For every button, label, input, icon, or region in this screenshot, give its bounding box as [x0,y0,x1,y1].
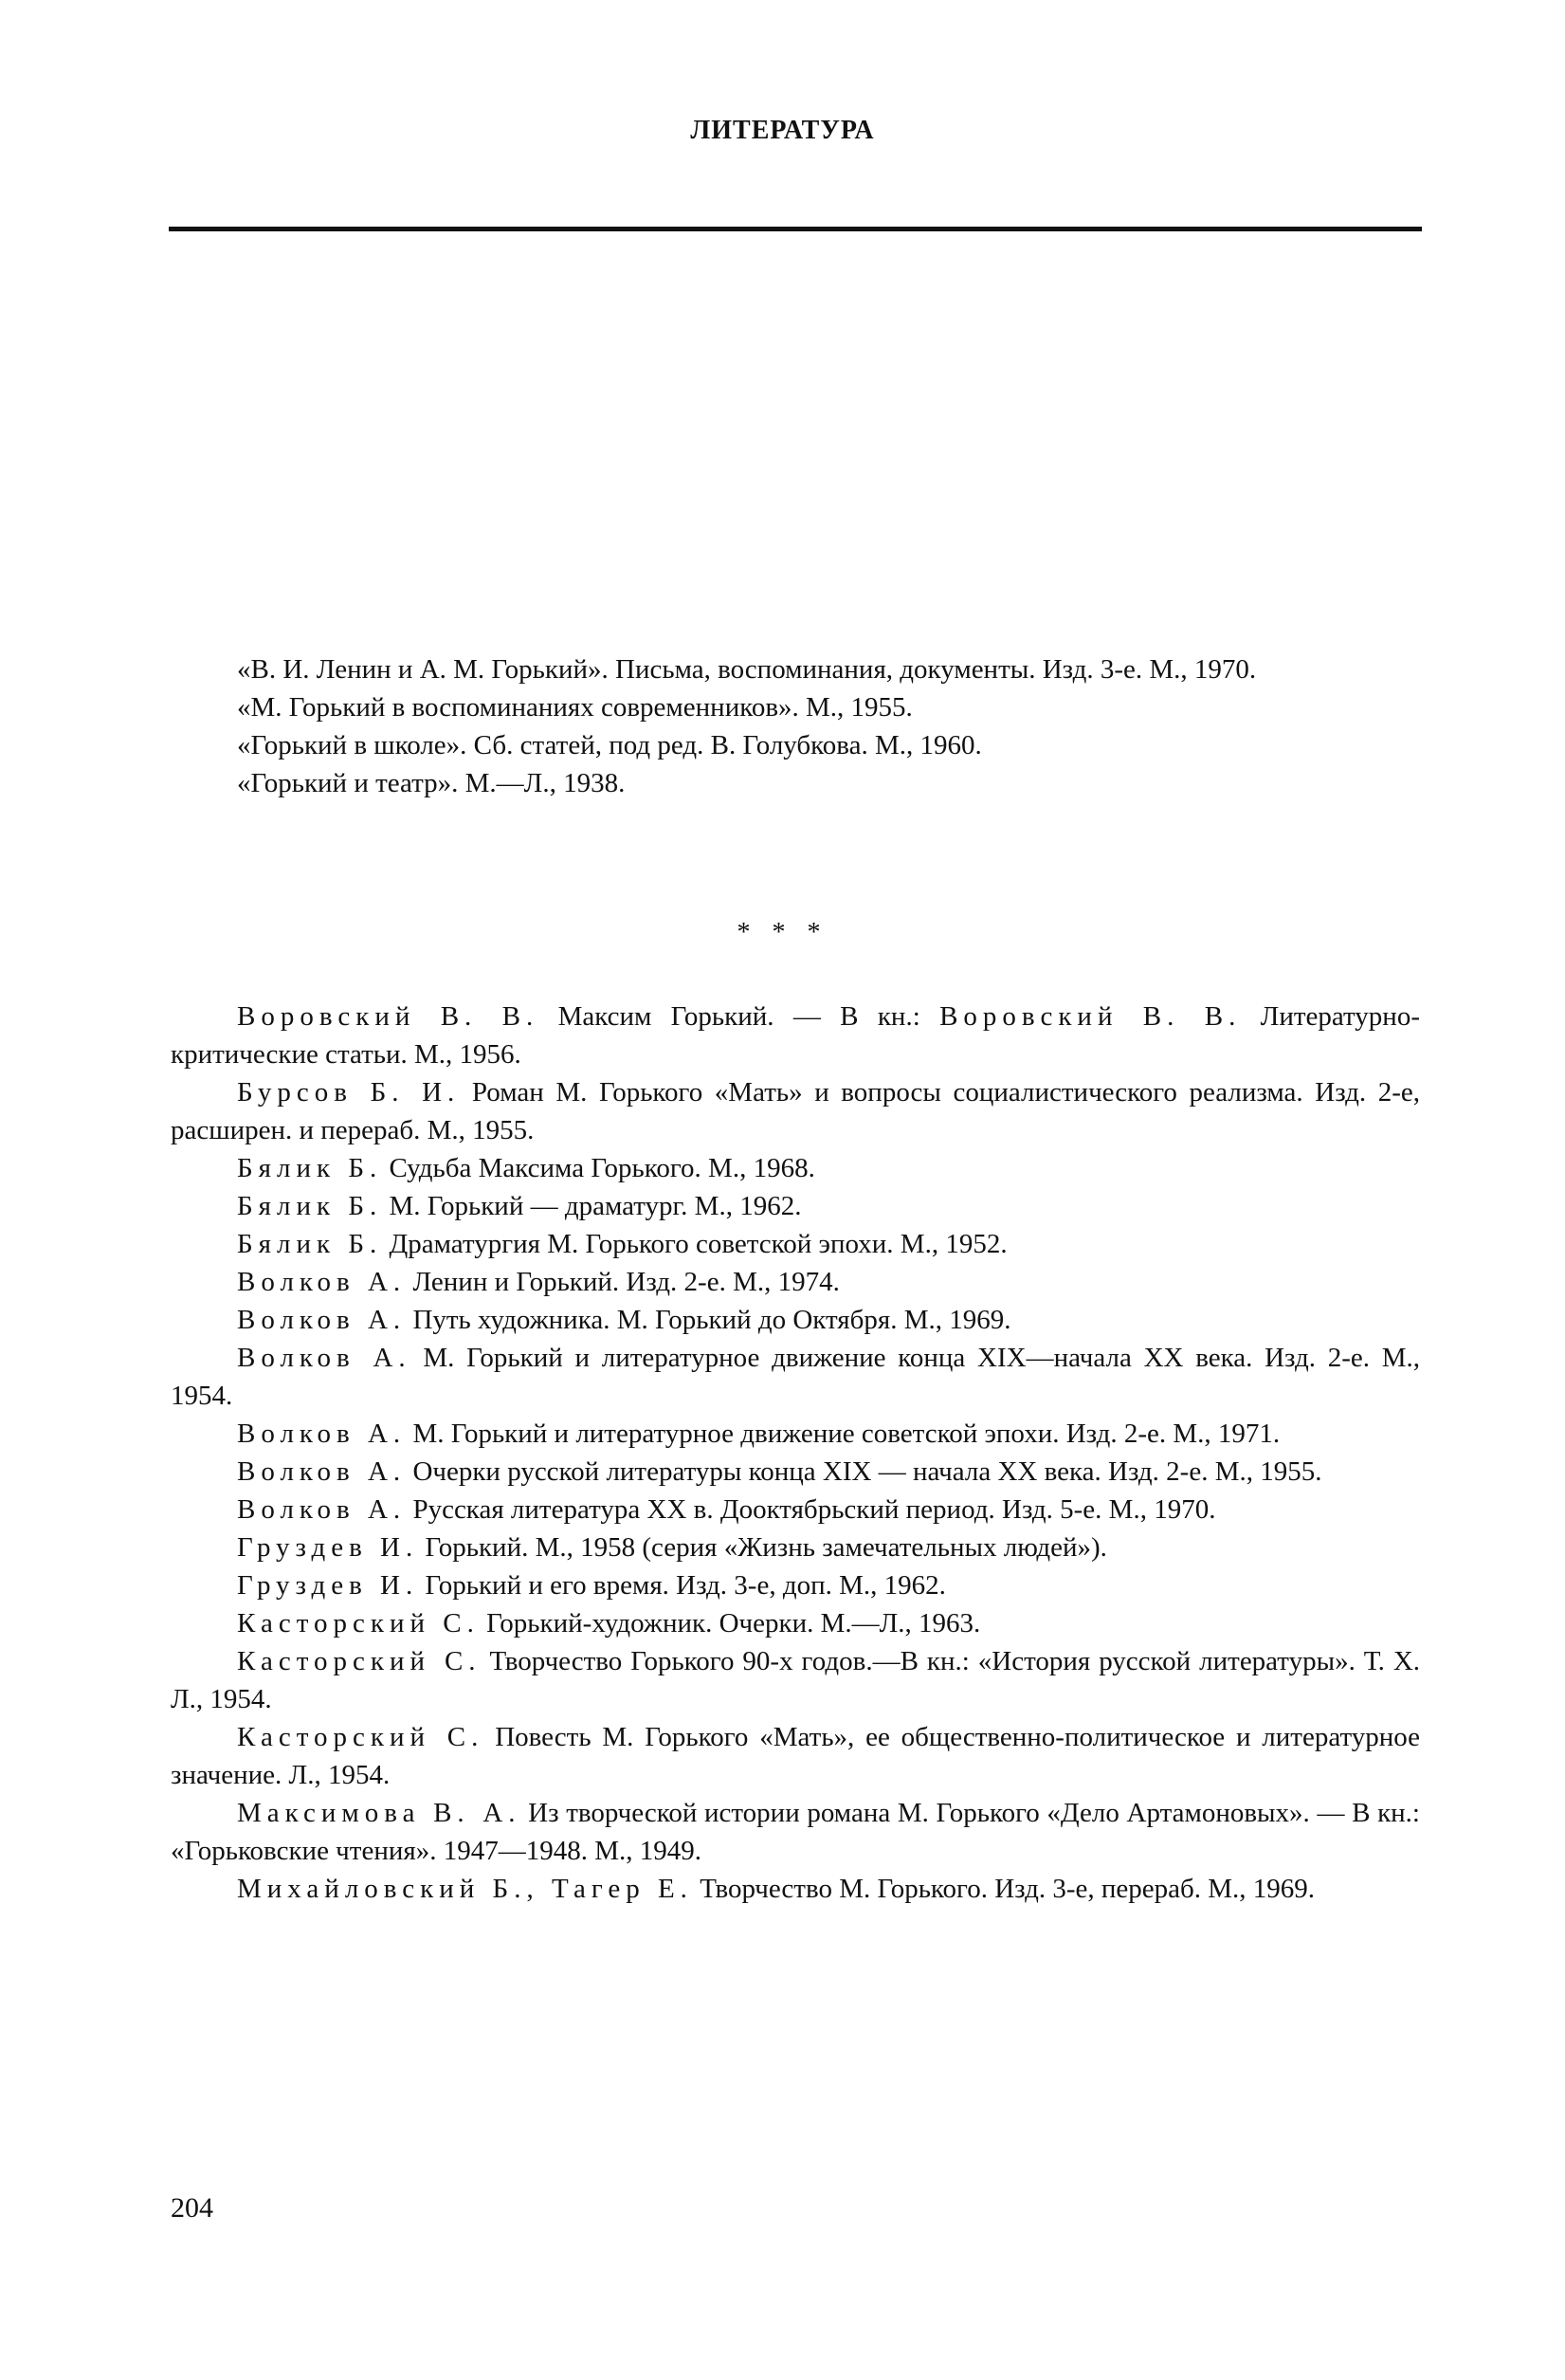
reference-group-collections [171,650,1420,802]
author-name: Бялик Б. [237,1153,383,1183]
reference-entry [171,998,1420,1073]
reference-entry [171,1642,1420,1718]
reference-entry: «Горький и театр». М.—Л., 1938. [237,768,626,798]
entry-text: М. Горький и литературное движение советской эпохи. Изд. 2-е. М., 1971. [406,1419,1281,1449]
author-name: Воровский В. В. [939,1001,1242,1032]
reference-entry [171,1529,1420,1566]
reference-entry [171,1718,1420,1794]
entry-text: Очерки русской литературы конца XIX — начала XX века. Изд. 2-е. М., 1955. [406,1456,1322,1487]
author-name: Касторский С. [237,1646,482,1676]
reference-entry: «М. Горький в воспоминаниях современников». М., 1955. [237,692,913,723]
author-name: Груздев И. [237,1532,419,1563]
reference-entry [171,1566,1420,1604]
author-name: Волков А. [237,1343,411,1373]
author-name: Груздев И. [237,1570,419,1601]
entry-text: Творчество Горького 90-х годов.—В кн.: «История русской литературы». Т. X. Л., 1954. [171,1646,1421,1714]
reference-entry [171,1149,1420,1187]
entry-text: Максим Горький. — В кн.: [538,1001,940,1032]
reference-entry [171,1225,1420,1263]
entry-text: Путь художника. М. Горький до Октября. М., 1969. [406,1305,1011,1335]
entry-text: Русская литература XX в. Дооктябрьский период. Изд. 5-е. М., 1970. [406,1494,1216,1525]
reference-entry [171,1187,1420,1225]
author-name: Бялик Б. [237,1229,383,1259]
author-name: Волков А. [237,1305,407,1335]
entry-text: М. Горький — драматург. М., 1962. [382,1191,802,1221]
entry-text: Творчество М. Горького. Изд. 3-е, перераб. М., 1969. [692,1874,1316,1904]
reference-entry [171,1491,1420,1529]
entry-text: Роман М. Горького «Мать» и вопросы социалистического реализма. Изд. 2-е, расширен. и перераб. М., 1955. [171,1077,1421,1145]
reference-entry [171,1453,1420,1491]
author-name: Волков А. [237,1419,407,1449]
reference-entry [171,1301,1420,1339]
reference-entry [171,1794,1420,1870]
entry-text: Судьба Максима Горького. М., 1968. [382,1153,815,1183]
entry-text: Горький-художник. Очерки. М.—Л., 1963. [479,1608,981,1639]
section-separator: * * * [737,918,828,947]
entry-text: Ленин и Горький. Изд. 2-е. М., 1974. [406,1267,840,1297]
reference-entry: «В. И. Ленин и А. М. Горький». Письма, воспоминания, документы. Изд. 3-е. М., 1970. [237,654,1257,685]
entry-text: Горький и его время. Изд. 3-е, доп. М., 1962. [418,1570,946,1601]
entry-text: Повесть М. Горького «Мать», ее общественно-политическое и литературное значение. Л., 1954. [171,1722,1421,1790]
entry-text: М. Горький и литературное движение конца XIX—начала XX века. Изд. 2-е. М., 1954. [171,1343,1421,1411]
author-name: Касторский С. [237,1608,480,1639]
entry-text: Из творческой истории романа М. Горького «Дело Артамоновых». — В кн.: «Горьковские чтения». 1947—1948. М., 1949. [171,1798,1420,1866]
author-name: Максимова В. А. [237,1798,521,1828]
author-name: Волков А. [237,1494,407,1525]
header-rule [169,227,1422,231]
reference-entry [171,1604,1420,1642]
reference-entry: «Горький в школе». Сб. статей, под ред. В. Голубкова. М., 1960. [237,730,982,760]
reference-entry [171,1415,1420,1453]
page-title: ЛИТЕРАТУРА [690,116,875,145]
reference-entry [171,1263,1420,1301]
entry-text: Драматургия М. Горького советской эпохи. М., 1952. [382,1229,1008,1259]
author-name: Михайловский Б., Тагер Е. [237,1874,693,1904]
reference-group-monographs [171,998,1420,1908]
entry-text: Литературно-критические статьи. М., 1956. [171,1001,1420,1070]
author-name: Бурсов Б. И. [237,1077,461,1108]
entry-text: Горький. М., 1958 (серия «Жизнь замечательных людей»). [418,1532,1107,1563]
author-name: Касторский С. [237,1722,484,1752]
page-number: 204 [171,2192,213,2224]
author-name: Воровский В. В. [237,1001,539,1032]
reference-entry [171,1870,1420,1908]
author-name: Бялик Б. [237,1191,383,1221]
author-name: Волков А. [237,1267,407,1297]
reference-entry [171,1073,1420,1149]
author-name: Волков А. [237,1456,407,1487]
reference-entry [171,1339,1420,1415]
